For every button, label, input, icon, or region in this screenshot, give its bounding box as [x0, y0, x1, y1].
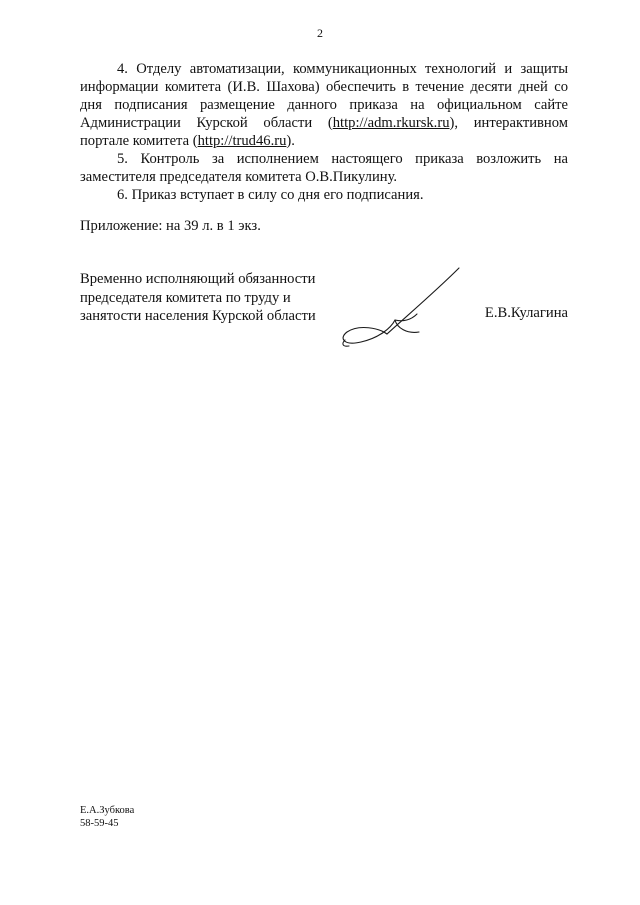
- signer-position-line-1: Временно исполняющий обязанности: [80, 271, 316, 287]
- handwritten-signature: [337, 262, 467, 348]
- paragraph-4-text-end: ).: [286, 133, 295, 149]
- paragraph-6: 6. Приказ вступает в силу со дня его подписания.: [117, 187, 424, 203]
- order-body: [80, 60, 568, 204]
- signer-position-line-2: председателя комитета по труду и: [80, 289, 291, 306]
- paragraph-5: 5. Контроль за исполнением настоящего приказа возложить на заместителя председателя комитета О.В.Пикулину.: [80, 151, 568, 185]
- signer-name: Е.В.Кулагина: [484, 305, 568, 321]
- executor-info: [80, 804, 134, 830]
- signer-position-line-3: занятости населения Курской области: [80, 308, 316, 324]
- executor-phone: 58-59-45: [80, 818, 119, 829]
- adm-rkursk-link[interactable]: http://adm.rkursk.ru: [332, 115, 450, 131]
- executor-name: Е.А.Зубкова: [80, 805, 135, 816]
- page-number: 2: [317, 26, 323, 40]
- paragraph-4-text-middle: ), интерактивном портале комитета (: [80, 115, 568, 149]
- attachment-note: Приложение: на 39 л. в 1 экз.: [80, 218, 261, 234]
- signer-position: [80, 270, 316, 326]
- paragraph-4: [80, 60, 568, 150]
- trud46-link[interactable]: http://trud46.ru: [197, 133, 287, 149]
- paragraph-4-text-start: 4. Отделу автоматизации, коммуникационных технологий и защиты информации комитета (И.В. Шахова) обеспечить в течение десяти дней со дня подписания размещение данного приказа на официальном сайте Администрации Курской области (: [80, 61, 568, 131]
